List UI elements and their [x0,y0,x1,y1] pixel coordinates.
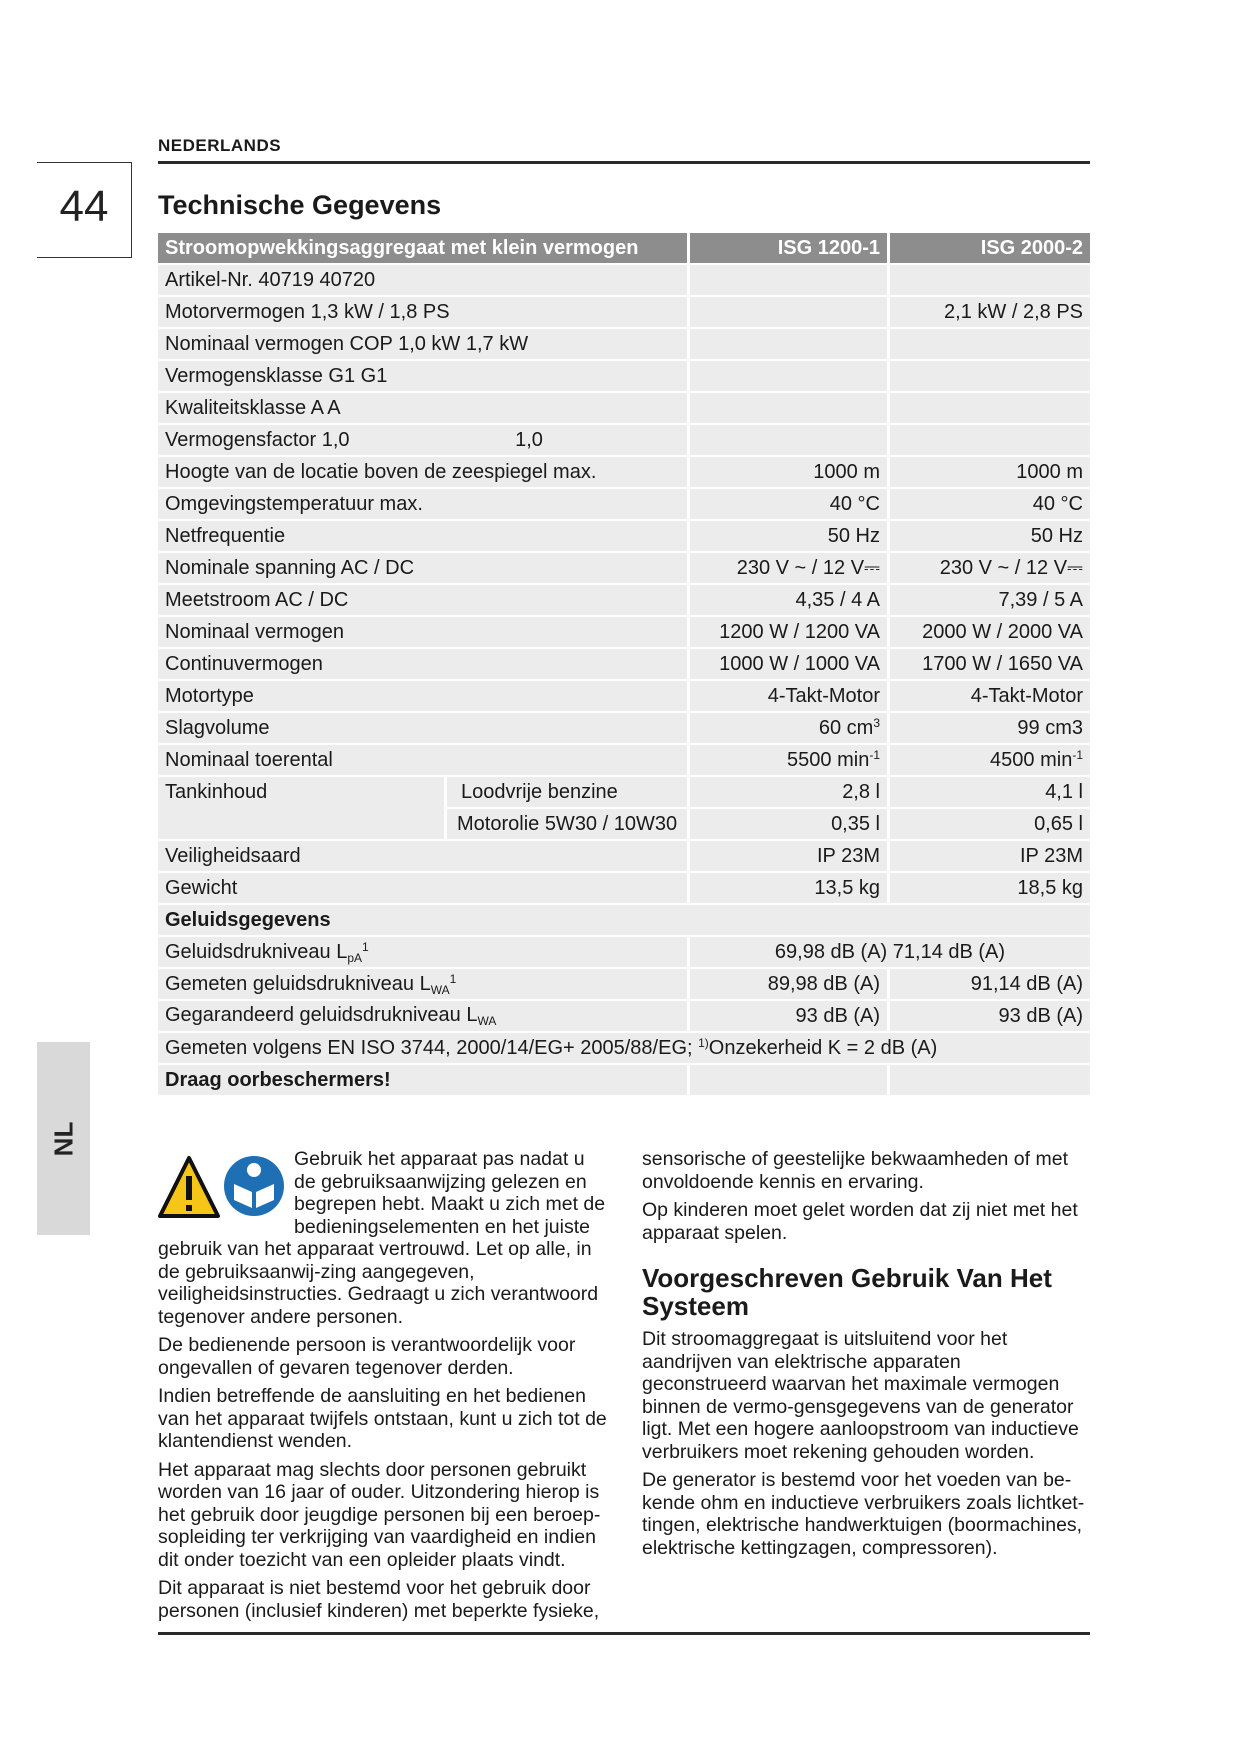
table-row [158,457,1090,487]
row-label: Netfrequentie [158,521,690,551]
value-model-2: 2000 W / 2000 VA [890,617,1090,647]
table-row [158,777,1090,807]
table-header-label: Stroomopwekkingsaggregaat met klein vermogen [158,233,690,263]
row-label: Hoogte van de locatie boven de zeespiegel max. [158,457,690,487]
table-row [158,1001,1090,1031]
table-row [158,681,1090,711]
noise-norm-note: Gemeten volgens EN ISO 3744, 2000/14/EG+ 2005/88/EG; $^{1)}$Onzekerheid K = 2 dB (A) [158,1033,1090,1063]
value-model-1: 2,8 l [690,777,890,807]
value-model-1: 4-Takt-Motor [690,681,890,711]
table-header-row [158,233,1090,263]
paragraph: Indien betreffende de aansluiting en het bedienen van het apparaat twijfels ontstaan, kunt u zich tot de klantendienst wenden. [158,1385,607,1452]
safety-icons [158,1154,286,1222]
value-model-1: 13,5 kg [690,873,890,903]
paragraph: Op kinderen moet gelet worden dat zij niet met het apparaat spelen. [642,1199,1078,1244]
table-row [158,361,1090,391]
row-label: Gewicht [158,873,690,903]
value-model-2: 1000 m [890,457,1090,487]
table-row [158,649,1090,679]
technical-data-table [158,231,1090,1097]
row-label: Nominaal vermogen COP 1,0 kW 1,7 kW [158,329,690,359]
row-label: Omgevingstemperatuur max. [158,489,690,519]
table-row [158,425,1090,455]
row-label: Artikel-Nr. 40719 40720 [158,265,690,295]
value-model-2: 0,65 l [890,809,1090,839]
value-model-2: 4500 $\min^{-1}$ [890,745,1090,775]
table-row [158,745,1090,775]
table-row [158,553,1090,583]
value-model-2: 230 V ~ / 12 V⎓ [890,553,1090,583]
table-row [158,585,1090,615]
paragraph: De bedienende persoon is verantwoordelijk voor ongevallen of gevaren tegenover derden. [158,1334,576,1379]
row-label: Tankinhoud [158,777,447,839]
page-number: 44 [59,182,109,231]
row-label: Motortype [158,681,690,711]
language-header: NEDERLANDS [158,136,282,155]
table-row [158,937,1090,967]
value-model-2: 4,1 l [890,777,1090,807]
table-row [158,489,1090,519]
table-row [158,329,1090,359]
row-label: Veiligheidsaard [158,841,690,871]
row-label-extra: 1,0 [515,428,543,451]
row-label-text: Vermogensfactor 1,0 [165,428,350,451]
sub-row-label: Motorolie 5W30 / 10W30 [447,809,690,839]
value-model-2: 7,39 / 5 A [890,585,1090,615]
table-row [158,841,1090,871]
value-model-2: 99 cm3 [890,713,1090,743]
subsection-title: Voorgeschreven Gebruik Van Het Systeem [642,1263,1052,1321]
table-row [158,521,1090,551]
row-label: Nominaal vermogen [158,617,690,647]
value-model-1: 1000 m [690,457,890,487]
paragraph: sensorische of geestelijke bekwaamheden of met onvoldoende kennis en ervaring. [642,1148,1068,1193]
table-row [158,393,1090,423]
value-model-1: 4,35 / 4 A [690,585,890,615]
row-label [158,425,690,455]
row-label: Nominaal toerental [158,745,690,775]
row-label: Motorvermogen 1,3 kW / 1,8 PS [158,297,690,327]
row-label: Slagvolume [158,713,690,743]
warning-triangle-icon [160,1158,218,1216]
row-label: Meetstroom AC / DC [158,585,690,615]
row-label: Geluidsdrukniveau $L_{pA}^1$ [158,937,690,967]
table-row [158,1065,1090,1095]
row-label: Continuvermogen [158,649,690,679]
table-row [158,713,1090,743]
table-row [158,905,1090,935]
value-model-1: 89,98 dB (A) [690,969,890,999]
table-row [158,617,1090,647]
row-label: Gegarandeerd geluidsdrukniveau $L_{WA}$ [158,1001,690,1031]
paragraph: Dit stroomaggregaat is uitsluitend voor het aandrijven van elektrische apparaten geconstrueerd waarvan het maximale vermogen binnen de vermo-gensgegevens van de generator ligt. Met een hogere aanloopstroom van inductieve verbruikers moet rekening gehouden worden. [642,1328,1079,1463]
noise-section-title: Geluidsgegevens [158,905,1090,935]
model-2-header: ISG 2000-2 [890,233,1090,263]
row-label: Kwaliteitsklasse A A [158,393,690,423]
side-tab-label: NL [48,1121,78,1156]
value-model-2: 40 °C [890,489,1090,519]
paragraph: Gebruik het apparaat pas nadat u de gebruiksaanwijzing gelezen en begrepen hebt. Maakt u zich met de bedieningselementen en het juiste gebruik van het apparaat vertrouwd. Let op alle, in de gebruiksaanwij-zing aangegeven, veiligheidsinstructies. Gedraagt u zich verantwoord tegenover andere personen. [158,1148,606,1328]
table-row [158,297,1090,327]
value-model-2: IP 23M [890,841,1090,871]
value-model-2: 93 dB (A) [890,1001,1090,1031]
body-left-column [158,1148,608,1628]
bottom-divider [158,1632,1090,1635]
value-model-2: 2,1 kW / 2,8 PS [890,297,1090,327]
table-row [158,1033,1090,1063]
value-model-1: IP 23M [690,841,890,871]
top-divider [158,161,1090,164]
model-1-header: ISG 1200-1 [690,233,890,263]
value-model-1: 5500 $\min^{-1}$ [690,745,890,775]
body-right-column [642,1148,1090,1565]
section-title: Technische Gegevens [158,190,442,220]
paragraph: Dit apparaat is niet bestemd voor het gebruik door personen (inclusief kinderen) met beperkte fysieke, [158,1577,600,1622]
value-model-2: 4-Takt-Motor [890,681,1090,711]
table-row [158,969,1090,999]
row-label: Nominale spanning AC / DC [158,553,690,583]
table-row [158,265,1090,295]
value-model-1: 50 Hz [690,521,890,551]
sub-row-label: Loodvrije benzine [447,777,690,807]
read-manual-icon [224,1156,284,1216]
value-model-1: 60 $cm^3$ [690,713,890,743]
paragraph: De generator is bestemd voor het voeden van be-kende ohm en inductieve verbruikers zoals lichtket-tingen, elektrische handwerktuigen (boormachines, elektrische kettingzagen, compressoren). [642,1469,1085,1559]
row-label: Vermogensklasse G1 G1 [158,361,690,391]
value-model-1: 40 °C [690,489,890,519]
value-model-1: 1200 W / 1200 VA [690,617,890,647]
value-model-1: 93 dB (A) [690,1001,890,1031]
row-label: Gemeten geluidsdrukniveau $L_{WA}^1$ [158,969,690,999]
value-model-2: 1700 W / 1650 VA [890,649,1090,679]
value-model-1: 1000 W / 1000 VA [690,649,890,679]
value-model-2: 18,5 kg [890,873,1090,903]
paragraph: Het apparaat mag slechts door personen gebruikt worden van 16 jaar of ouder. Uitzondering hierop is het gebruik door jeugdige personen bij een beroep-sopleiding ter verkrijging van vaardigheid en indien dit onder toezicht van een opleider plaats vindt. [158,1458,601,1571]
table-row [158,873,1090,903]
value-model-1: 0,35 l [690,809,890,839]
value-model-2: 91,14 dB (A) [890,969,1090,999]
noise-values: 69,98 dB (A) 71,14 dB (A) [690,937,1090,967]
value-model-1: 230 V ~ / 12 V⎓ [690,553,890,583]
value-model-2: 50 Hz [890,521,1090,551]
ear-protection-warning: Draag oorbeschermers! [158,1065,690,1095]
language-side-tab [37,1042,90,1235]
